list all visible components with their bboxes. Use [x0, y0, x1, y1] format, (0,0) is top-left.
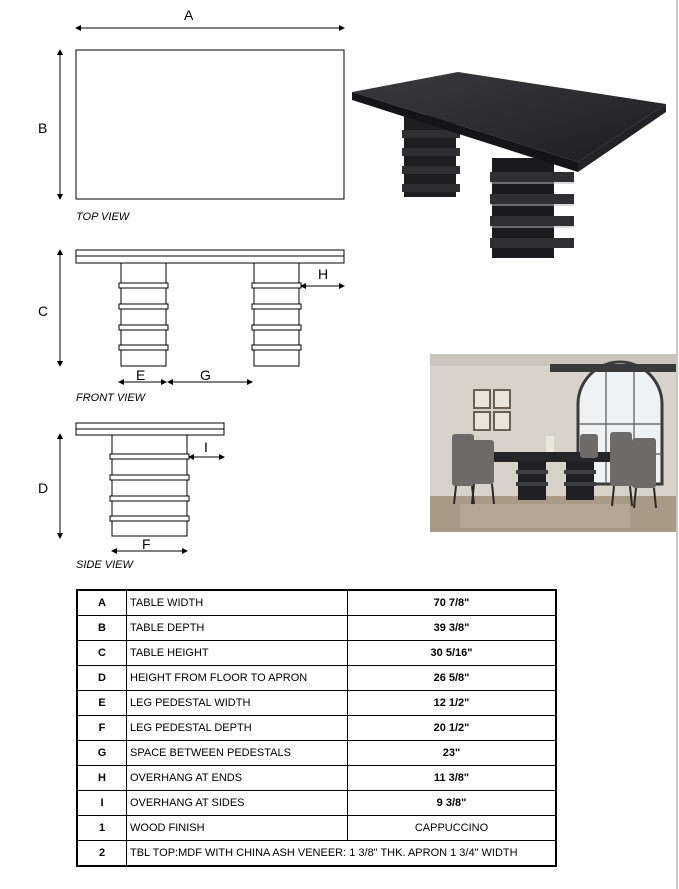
spec-key: I [77, 791, 127, 816]
top-view-drawing [38, 7, 344, 223]
spec-value: 12 1/2" [348, 691, 557, 716]
side-pedestal [110, 435, 189, 536]
dimension-c-label: C [38, 303, 49, 319]
spec-label: OVERHANG AT ENDS [127, 766, 348, 791]
table-photo [348, 60, 668, 265]
spec-value: 11 3/8" [348, 766, 557, 791]
front-view-drawing [38, 250, 344, 404]
spec-key: A [77, 590, 127, 616]
top-view-caption: TOP VIEW [76, 211, 130, 223]
spec-key: F [77, 716, 127, 741]
spec-row-b [77, 616, 556, 641]
spec-key: C [77, 641, 127, 666]
spec-label: TABLE DEPTH [127, 616, 348, 641]
spec-row-i [77, 791, 556, 816]
note-text: TBL TOP:MDF WITH CHINA ASH VENEER: 1 3/8" THK. APRON 1 3/4" WIDTH [127, 841, 557, 867]
spec-row-d [77, 666, 556, 691]
dimension-g-label: G [200, 367, 211, 383]
spec-label: SPACE BETWEEN PEDESTALS [127, 741, 348, 766]
side-tabletop [76, 423, 224, 429]
spec-key: H [77, 766, 127, 791]
spec-row-g [77, 741, 556, 766]
note-row-1 [77, 816, 556, 841]
spec-label: OVERHANG AT SIDES [127, 791, 348, 816]
spec-value: 9 3/8" [348, 791, 557, 816]
dimension-f-label: F [142, 536, 151, 552]
spec-row-e [77, 691, 556, 716]
side-view-caption: SIDE VIEW [76, 559, 133, 571]
dimension-d-label: D [38, 480, 49, 496]
front-left-pedestal [119, 263, 168, 366]
spec-key: E [77, 691, 127, 716]
dimension-a-label: A [184, 7, 194, 23]
spec-label: LEG PEDESTAL DEPTH [127, 716, 348, 741]
spec-value: 70 7/8" [348, 590, 557, 616]
dimension-h-label: H [318, 266, 329, 282]
spec-value: 30 5/16" [348, 641, 557, 666]
spec-key: B [77, 616, 127, 641]
front-right-pedestal [252, 263, 301, 366]
front-view-caption: FRONT VIEW [76, 392, 146, 404]
spec-value: 26 5/8" [348, 666, 557, 691]
spec-key: G [77, 741, 127, 766]
note-label: WOOD FINISH [127, 816, 348, 841]
front-tabletop [76, 250, 344, 256]
spec-label: TABLE HEIGHT [127, 641, 348, 666]
spec-value: 20 1/2" [348, 716, 557, 741]
side-view-drawing [38, 423, 224, 571]
note-row-2 [77, 841, 556, 867]
dimension-b-label: B [38, 120, 48, 136]
dimension-e-label: E [136, 367, 146, 383]
tabletop-outline [76, 50, 344, 199]
front-apron [76, 256, 344, 263]
dimension-i-label: I [204, 439, 208, 455]
spec-value: 39 3/8" [348, 616, 557, 641]
spec-key: D [77, 666, 127, 691]
specification-table [76, 589, 557, 867]
dining-room-photo [430, 354, 676, 532]
spec-label: TABLE WIDTH [127, 590, 348, 616]
spec-row-f [77, 716, 556, 741]
spec-value: 23" [348, 741, 557, 766]
spec-label: LEG PEDESTAL WIDTH [127, 691, 348, 716]
side-apron [76, 429, 224, 435]
spec-label: HEIGHT FROM FLOOR TO APRON [127, 666, 348, 691]
spec-row-h [77, 766, 556, 791]
note-key: 2 [77, 841, 127, 867]
spec-row-c [77, 641, 556, 666]
note-key: 1 [77, 816, 127, 841]
note-value: CAPPUCCINO [348, 816, 557, 841]
spec-row-a [77, 590, 556, 616]
